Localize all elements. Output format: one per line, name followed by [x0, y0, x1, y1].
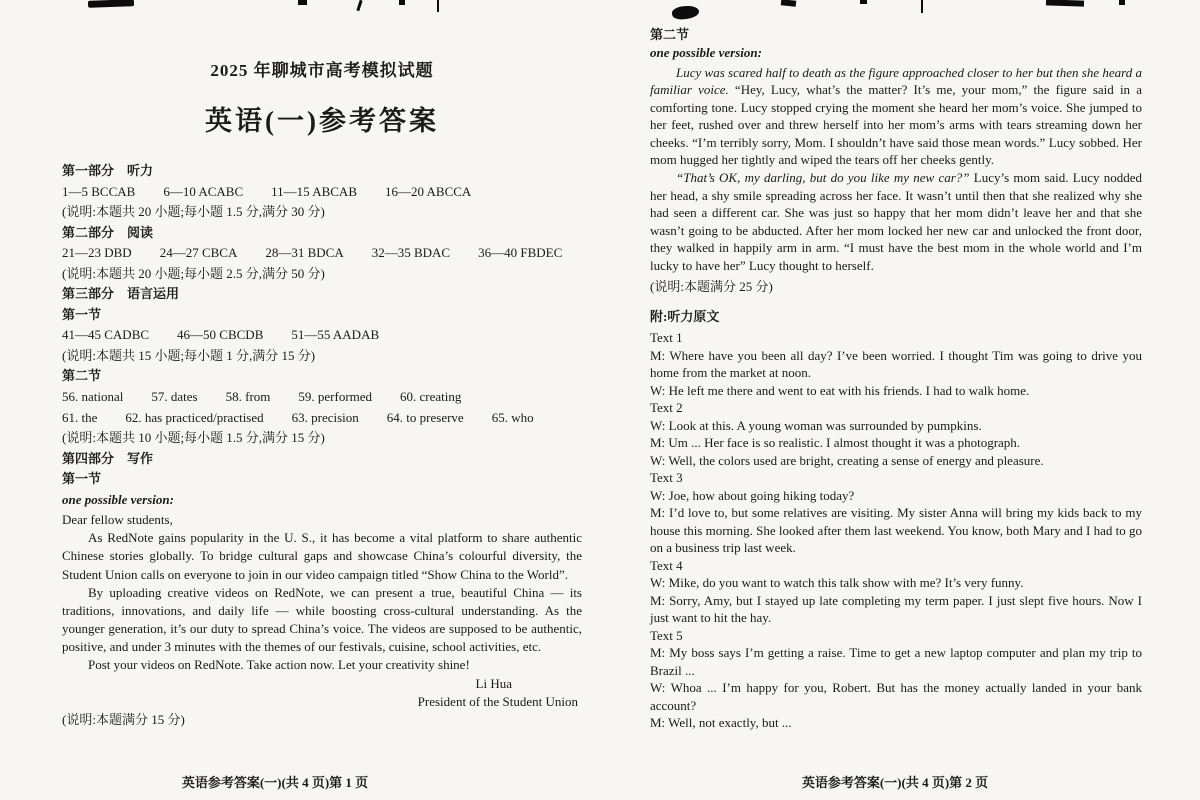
- part1-note: (说明:本题共 20 小题;每小题 1.5 分,满分 30 分): [62, 204, 325, 220]
- writing-model-answer-1: [62, 491, 582, 729]
- part3-section2-note: (说明:本题共 10 小题;每小题 1.5 分,满分 15 分): [62, 430, 325, 446]
- answer-group: 24—27 CBCA: [159, 245, 238, 261]
- scan-artifact: [356, 0, 362, 11]
- part2-answer-row: [62, 244, 582, 262]
- page-1: [62, 56, 582, 732]
- answer-item: 62. has practiced/practised: [125, 409, 264, 425]
- part4-heading: 第四部分 写作: [62, 450, 154, 466]
- transcript-line: W: Mike, do you want to watch this talk show with me? It’s very funny.: [650, 575, 1024, 591]
- section2-label: 第二节: [650, 27, 690, 42]
- answer-item: 65. who: [491, 409, 534, 425]
- listening-transcript-heading: 附:听力原文: [650, 308, 720, 324]
- page1-footer: 英语参考答案(一)(共 4 页)第 1 页: [181, 775, 369, 790]
- transcript-line: M: Sorry, Amy, but I stayed up late completing my term paper. I just slept five hours. Now I just want to hit the hay.: [650, 592, 1142, 626]
- transcript-line: W: Joe, how about going hiking today?: [650, 487, 855, 503]
- answer-group: 28—31 BDCA: [265, 245, 344, 261]
- part1-answer-row: [62, 183, 582, 201]
- part2-note: (说明:本题共 20 小题;每小题 2.5 分,满分 50 分): [62, 265, 325, 281]
- answer-group: 21—23 DBD: [62, 245, 132, 261]
- essay-paragraph: As RedNote gains popularity in the U. S., it has become a vital platform to share authentic Chinese stories globally. To bridge cultural gaps and showcase China’s colourful diversity, the Student Union calls on everyone to join in our video campaign titled “Show China to the World”.: [62, 530, 582, 582]
- answer-group: 46—50 CBCDB: [177, 327, 264, 343]
- transcript-line: M: My boss says I’m getting a raise. Time to get a new laptop computer and plan my trip to Brazil ...: [650, 645, 1142, 678]
- answer-item: 58. from: [225, 389, 271, 405]
- scan-artifact: [671, 4, 700, 21]
- story-lead-sentence: “That’s OK, my darling, but do you like my new car?”: [676, 170, 970, 186]
- part3-section2-row1: [62, 388, 582, 406]
- transcript-line: M: Well, not exactly, but ...: [650, 715, 792, 731]
- transcript-line: M: Where have you been all day? I’ve been worried. I thought Tim was going to drive you home from the market at noon.: [650, 347, 1142, 381]
- answer-item: 56. national: [62, 389, 124, 405]
- transcript-line: W: Look at this. A young woman was surrounded by pumpkins.: [650, 417, 982, 433]
- transcript-line: Text 2: [650, 400, 683, 416]
- part3-section1-note: (说明:本题共 15 小题;每小题 1 分,满分 15 分): [62, 347, 316, 363]
- transcript-line: Text 4: [650, 557, 683, 573]
- essay-paragraph: By uploading creative videos on RedNote, we can present a true, beautiful China — its traditions, innovations, and daily life — while boosting cross-cultural understanding. As the younger generation, it’s our duty to spread China’s voice. The videos are supposed to be authentic, positive, and under 3 minutes with the themes of our festivals, cuisine, school activities, etc.: [62, 584, 582, 655]
- answer-group: 51—55 AADAB: [291, 327, 380, 343]
- part3-heading: 第三部分 语言运用: [62, 286, 180, 302]
- transcript-line: Text 1: [650, 330, 683, 346]
- transcript-line: W: Well, the colors used are bright, creating a sense of energy and pleasure.: [650, 452, 1044, 468]
- answer-item: 64. to preserve: [386, 409, 464, 425]
- story-paragraph: [650, 64, 1142, 169]
- transcript-line: Text 5: [650, 627, 683, 643]
- scan-artifact: [437, 0, 439, 12]
- essay-paragraph: Post your videos on RedNote. Take action now. Let your creativity shine!: [88, 657, 470, 673]
- scan-artifact: [860, 0, 867, 4]
- story-lead-sentence: Lucy was scared half to death as the figure approached closer to her but then she heard a familiar voice.: [650, 64, 1142, 98]
- listening-transcript: [650, 329, 1142, 731]
- scan-artifact: [298, 0, 307, 5]
- page2-footer: 英语参考答案(一)(共 4 页)第 2 页: [801, 775, 989, 790]
- answer-group: 11—15 ABCAB: [271, 183, 357, 199]
- answer-group: 1—5 BCCAB: [62, 183, 136, 199]
- answer-group: 32—35 BDAC: [371, 245, 451, 261]
- writing-model-answer-2: [650, 64, 1142, 275]
- part3-section2-label: 第二节: [62, 368, 102, 384]
- scan-artifact: [399, 0, 405, 5]
- transcript-line: W: Whoa ... I’m happy for you, Robert. But has the money actually landed in your bank account?: [650, 680, 1142, 713]
- part2-heading: 第二部分 阅读: [62, 224, 154, 240]
- signature-title: President of the Student Union: [417, 693, 578, 709]
- answer-item: 61. the: [62, 409, 98, 425]
- signature-name: Li Hua: [475, 675, 512, 691]
- transcript-line: W: He left me there and went to eat with his friends. I had to walk home.: [650, 382, 1030, 398]
- part4-section-label: 第一节: [62, 471, 102, 487]
- answer-item: 63. precision: [291, 409, 359, 425]
- answer-item: 59. performed: [298, 389, 373, 405]
- answer-group: 6—10 ACABC: [163, 183, 244, 199]
- scan-artifact: [781, 0, 797, 7]
- answer-item: 57. dates: [151, 389, 198, 405]
- version-label: one possible version:: [650, 44, 762, 60]
- part3-section1-label: 第一节: [62, 306, 102, 322]
- part3-section2-row2: [62, 409, 582, 427]
- answer-group: 16—20 ABCCA: [385, 183, 472, 199]
- scan-artifact: [1119, 0, 1125, 5]
- story-continuation: Lucy’s mom said. Lucy nodded her head, a shy smile spreading across her face. It wasn’t until then that she realized why she had seen a different car. She was just so happy that her mom didn’t leave her and that she wasn’t going to be abducted. After her mom locked her new car and unlocked the front door, they walked in happily arm in arm. “I must have the best mom in the whole world and I’m lucky to have her” Lucy thought to herself.: [650, 170, 1143, 273]
- answer-item: 60. creating: [400, 389, 462, 405]
- part3-section1-answer-row: [62, 326, 582, 344]
- section2-note: (说明:本题满分 25 分): [650, 279, 773, 295]
- scan-artifact: [1046, 0, 1084, 7]
- page-2: [650, 26, 1142, 732]
- part1-heading: 第一部分 听力: [62, 163, 154, 178]
- part4-note: (说明:本题满分 15 分): [62, 712, 185, 727]
- transcript-line: M: Um ... Her face is so realistic. I almost thought it was a photograph.: [650, 435, 1021, 451]
- version-label: one possible version:: [62, 491, 174, 507]
- story-continuation: “Hey, Lucy, what’s the matter? It’s me, your mom,” the figure said in a comforting tone. Lucy stopped crying the moment she heard her mom’s voice. She jumped to her feet, rushed over and threw herself into her mom’s arms with tears streaming down her cheeks. “I’m terribly sorry, Mom. I shouldn’t have said those mean words.” Lucy sobbed. Her mom hugged her tightly and wiped the tears off her cheeks gently.: [650, 82, 1142, 168]
- exam-title: 2025 年聊城市高考模拟试题: [210, 61, 434, 80]
- scan-artifact: [88, 0, 134, 8]
- transcript-line: Text 3: [650, 470, 683, 486]
- answer-group: 41—45 CADBC: [62, 327, 150, 343]
- salutation: Dear fellow students,: [62, 511, 173, 527]
- answer-key-title: 英语(一)参考答案: [205, 106, 439, 136]
- answer-group: 36—40 FBDEC: [478, 245, 563, 261]
- transcript-line: M: I’d love to, but some relatives are visiting. My sister Anna will bring my kids back to my house this morning. She looked after them last weekend. You know, both Mary and I had to go on a business trip last week.: [650, 505, 1143, 556]
- story-paragraph: [650, 169, 1142, 274]
- scan-artifact: [921, 0, 923, 13]
